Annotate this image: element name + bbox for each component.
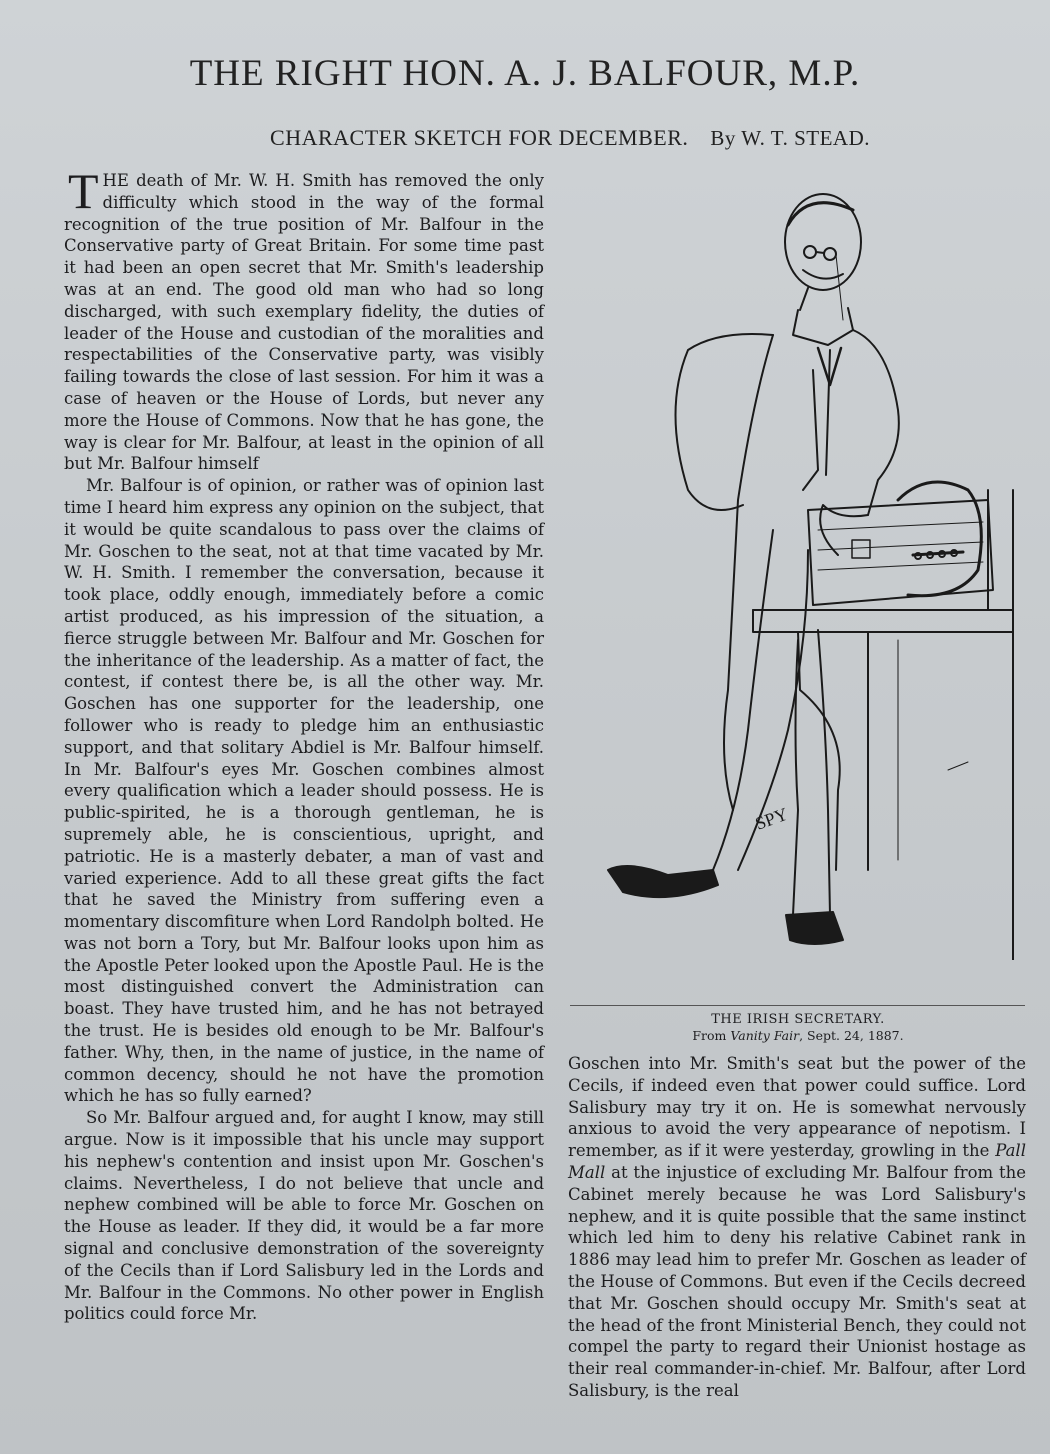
paragraph-4-text-b: at the injustice of excluding Mr. Balfour from the Cabinet merely because he was Lord Salisbury's nephew, and it is quite possible that the same instinct which led him to deny his relative Cabinet rank in 1886 may lead him to prefer Mr. Goschen as leader of the House of Commons. But even if the Cecils decreed that Mr. Goschen should occupy Mr. Smith's seat at the head of the front Ministerial Bench, they could not compel the party to regard their Unionist hostage as their real commander-in-chief. Mr. Balfour, after Lord Salisbury, is the real (568, 1162, 1026, 1400)
coat-front-left (724, 335, 773, 810)
left-arm (676, 334, 774, 510)
figure-caption (568, 1012, 1028, 1044)
caption-credit (568, 1028, 1028, 1044)
left-shoe (608, 866, 718, 897)
left-column (64, 163, 544, 1325)
caption-from: From (692, 1028, 727, 1043)
paragraph-3: So Mr. Balfour argued and, for aught I know, may still argue. Now is it impossible that his uncle may support his nephew's contention and insist upon Mr. Goschen's claims. Nevertheless, I do not believe that uncle and nephew combined will be able to force Mr. Goschen on the House as leader. If they did, it would be a far more signal and conclusive demonstration of the sovereignty of the Cecils than if Lord Salisbury led in the Lords and Mr. Balfour in the Commons. No other power in English politics could force Mr. (64, 1108, 544, 1324)
caption-date: , Sept. 24, 1887. (799, 1028, 904, 1043)
byline: By W. T. STEAD. (710, 126, 870, 150)
caricature-drawing (568, 170, 1028, 960)
paragraph-4-text-a: Goschen into Mr. Smith's seat but the power of the Cecils, if indeed even that power could suffice. Lord Salisbury may try it on. He is somewhat nervously anxious to avoid the very appearance of nepotism. I remember, as if it were yesterday, growling in the (568, 1054, 1026, 1161)
right-arm (853, 330, 899, 515)
artist-signature: SPY (752, 803, 791, 834)
article-subtitle (120, 125, 1020, 151)
paragraph-1 (64, 163, 544, 475)
paragraph-1-text: HE death of Mr. W. H. Smith has removed the only difficulty which stood in the way of the formal recognition of the true position of Mr. Balfour in the Conservative party of Great Britain. For some time past it had been an open secret that Mr. Smith's leadership was at an end. The good old man who had so long discharged, with such exemplary fidelity, the duties of leader of the House and custodian of the moralities and respectabilities of the Conservative party, was visibly failing towards the close of last session. For him it was a case of heaven or the House of Lords, but never any more the House of Commons. Now that he has gone, the way is clear for Mr. Balfour, at least in the opinion of all but Mr. Balfour himself (64, 171, 544, 474)
desk-top-edge (753, 610, 1013, 960)
caption-title: THE IRISH SECRETARY. (711, 1012, 885, 1027)
paragraph-4 (568, 1053, 1026, 1402)
drop-cap: T (68, 163, 99, 219)
article-title: THE RIGHT HON. A. J. BALFOUR, M.P. (189, 53, 861, 94)
subtitle-text: CHARACTER SKETCH FOR DECEMBER. (270, 125, 689, 150)
paragraph-2: Mr. Balfour is of opinion, or rather was of opinion last time I heard him express any opinion on the subject, that it would be quite scandalous to pass over the claims of Mr. Goschen to the seat, not at that time vacated by Mr. W. H. Smith. I remember the conversation, because it took place, oddly enough, immediately before a comic artist produced, as his impression of the situation, a fierce struggle between Mr. Balfour and Mr. Goschen for the inheritance of the leadership. As a matter of fact, the contest, if contest there be, is all the other way. Mr. Goschen has one supporter for the leadership, one follower who is ready to pledge him an enthusiastic support, and that solitary Abdiel is Mr. Balfour himself. In Mr. Balfour's eyes Mr. Goschen combines almost every qualification which a leader should possess. He is public-spirited, he is a thorough gentleman, he is supremely able, he is conscientious, upright, and patriotic. He is a masterly debater, a man of vast and varied experience. Add to all these great gifts the fact that he saved the Ministry from suffering even a momentary discomfiture when Lord Randolph bolted. He was not born a Tory, but Mr. Balfour looks upon him as the Apostle Peter looked upon the Apostle Paul. He is the most distinguished convert the Administration can boast. They have trusted him, and he has not betrayed the trust. He is besides old enough to be Mr. Balfour's father. Why, then, in the name of justice, in the name of common decency, should he not have the promotion which he has so fully earned? (64, 476, 544, 1106)
right-column (568, 1053, 1026, 1402)
paragraph-4-italic: Pall Mall (568, 1141, 1026, 1182)
box-handle (898, 482, 981, 596)
cartoon-illustration (568, 170, 1028, 960)
caption-divider (570, 1005, 1025, 1006)
caption-source: Vanity Fair (730, 1028, 800, 1043)
right-shoe (786, 912, 843, 944)
